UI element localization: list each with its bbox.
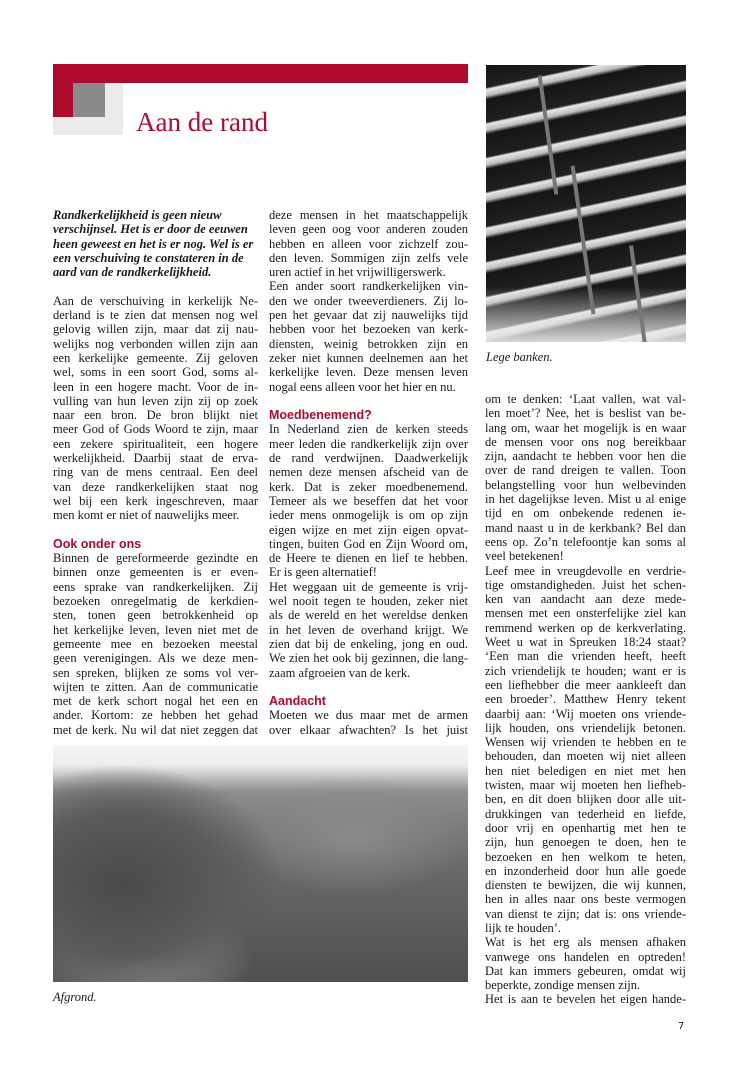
- text-line: eens op. Zo’n telefoontje kan soms al: [485, 534, 686, 549]
- text-line: len moet’? Nee, het is beslist van be-: [485, 406, 686, 421]
- header-grey-square: [73, 83, 105, 117]
- text-column-2: [269, 208, 468, 737]
- text-line: werkelijkheid. Daarbij staat de erva-: [53, 451, 258, 466]
- paragraph-spacer: [269, 394, 468, 408]
- paragraph: [485, 992, 686, 1006]
- cliff-landscape-photo: [53, 745, 468, 982]
- text-line: hebben en alleen voor zichzelf zou-: [269, 236, 468, 251]
- text-line: zich vriendelijk te houden; want er is: [485, 663, 686, 678]
- section-heading: [269, 408, 468, 422]
- text-line: Het weggaan uit de gemeente is vrij-: [269, 579, 468, 594]
- text-line: diensten te bewijzen, die wij kunnen,: [485, 878, 686, 893]
- text-line: wel, soms in een soort God, soms al-: [53, 365, 258, 380]
- text-line: meer leden die randkerkelijk zijn over: [269, 436, 468, 451]
- text-line: geen verenigingen. Als we deze men-: [53, 651, 258, 666]
- text-line: een verschuiving te constateren in de: [53, 250, 244, 265]
- paragraph: [269, 422, 468, 579]
- text-line: drukkingen van tederheid en liefde,: [485, 806, 686, 821]
- text-column-3: [485, 392, 686, 1007]
- pew-leg: [538, 75, 559, 194]
- text-line: nemen deze mensen afscheid van de: [269, 465, 468, 480]
- pew-leg: [571, 165, 596, 314]
- text-line: vulling van hun leven zijn zij op zoek: [53, 393, 258, 408]
- text-line: hebben voor het bezoeken van kerk-: [269, 322, 468, 337]
- text-line: eigen wijze en met zijn eigen opvat-: [269, 522, 468, 537]
- page-number: 7: [678, 1021, 685, 1032]
- text-line: lijk te houden’.: [485, 920, 562, 935]
- paragraph: [269, 580, 468, 680]
- heading-text: Moedbenemend?: [269, 408, 372, 423]
- photo-caption: Lege banken.: [486, 350, 553, 364]
- text-line: uren actief in het vrijwilligerswerk.: [269, 265, 446, 280]
- text-line: ring van de mens centraal. Een deel: [53, 465, 258, 480]
- text-line: wel nooit tegen te houden, zeker niet: [269, 594, 468, 609]
- text-line: tige omstandigheden. Juist het schen-: [485, 577, 686, 592]
- text-line: bezoeken onregelmatig de kerkdien-: [53, 594, 258, 609]
- text-line: een kerkelijke gemeente. Zij geloven: [53, 350, 258, 365]
- heading-text: Aandacht: [269, 694, 326, 709]
- intro-paragraph: [53, 208, 258, 279]
- text-line: eens sprake van randkerkelijken. Zij: [53, 579, 258, 594]
- text-line: gemeente mee en bezoeken meestal: [53, 636, 258, 651]
- text-line: hen in alles naar ons beste vermogen: [485, 892, 686, 907]
- text-line: veel betekenen!: [485, 549, 564, 564]
- text-line: Randkerkelijkheid is geen nieuw: [53, 208, 222, 222]
- text-line: Moeten we dus maar met de armen: [269, 708, 468, 723]
- text-line: hen niet beledigen en niet met hen: [485, 763, 686, 778]
- text-line: Aan de verschuiving in kerkelijk Ne-: [53, 293, 258, 308]
- paragraph: [485, 935, 686, 992]
- paragraph: [53, 294, 258, 523]
- text-line: nogal eens alleen voor het hier en nu.: [269, 379, 456, 394]
- section-heading: [269, 694, 468, 708]
- text-line: ‘Een man die vrienden heeft, heeft: [485, 649, 686, 664]
- paragraph: [485, 392, 686, 564]
- text-line: daarbij aan: ‘Wij moeten ons vriende-: [485, 706, 686, 721]
- text-line: meer God of Gods Woord te zijn, maar: [53, 422, 258, 437]
- text-line: wijten te zitten. Aan de communicatie: [53, 679, 258, 694]
- text-line: derland is te zien dat mensen nog wel: [53, 308, 258, 323]
- text-line: kerkelijke leven. Deze mensen leven: [269, 365, 468, 380]
- text-line: pen het gevaar dat zij nauwelijks tijd: [269, 308, 468, 323]
- text-column-1: [53, 208, 258, 737]
- pew-leg: [629, 245, 647, 342]
- text-line: in het dagelijkse leven. Mist u al enige: [485, 492, 686, 507]
- text-line: een liefhebber die meer aankleeft dan: [485, 677, 686, 692]
- text-line: verschijnsel. Het is er door de eeuwen: [53, 222, 248, 237]
- text-line: tijd en om onbekende redenen ie-: [485, 506, 686, 521]
- paragraph: [269, 708, 468, 737]
- text-line: bezoeken en hen welkom te heten,: [485, 849, 686, 864]
- text-line: door vrij en openhartig met hen te: [485, 820, 686, 835]
- text-line: Een ander soort randkerkelijken vin-: [269, 279, 468, 294]
- text-line: men komt er niet of nauwelijks meer.: [53, 508, 240, 523]
- text-line: lang om, waar het mogelijk is en waar: [485, 420, 686, 435]
- text-line: de rand verdwijnen. Daadwerkelijk: [269, 451, 468, 466]
- text-line: tingen, buiten God en Zijn Woord om,: [269, 536, 468, 551]
- text-line: Er is geen alternatief!: [269, 565, 377, 580]
- paragraph-spacer: [269, 680, 468, 694]
- paragraph: [485, 564, 686, 936]
- text-line: over elkaar afwachten? Is het juist: [269, 722, 468, 737]
- text-line: als de wereld en het wereldse denken: [269, 608, 468, 623]
- text-line: Binnen de gereformeerde gezindte en: [53, 551, 258, 566]
- text-line: den leven. Sommigen zijn zelfs vele: [269, 250, 468, 265]
- text-line: naar een bron. De bron blijkt niet: [53, 408, 258, 423]
- text-line: Leef mee in vreugdevolle en verdrie-: [485, 563, 686, 578]
- text-line: sten, tonen geen betrokkenheid op: [53, 608, 258, 623]
- text-line: twisten, maar wij moeten hen liefheb-: [485, 778, 686, 793]
- text-line: ander. Kortom: ze hebben het gehad: [53, 708, 258, 723]
- text-line: kerk. Dat is zeker moedbenemend.: [269, 479, 468, 494]
- text-line: ben, en dit doen blijken door alle uit-: [485, 792, 686, 807]
- text-line: diensten, weinig betrokken zijn en: [269, 336, 468, 351]
- text-line: zijn, aandacht te hebben voor hen die: [485, 449, 686, 464]
- text-line: heen geweest en het is er nog. Wel is er: [53, 236, 254, 251]
- text-line: de mensen voor ons nog bereikbaar: [485, 434, 686, 449]
- text-line: en inzonderheid door hun alle goede: [485, 863, 686, 878]
- text-line: Het is aan te bevelen het eigen hande-: [485, 992, 686, 1007]
- text-line: binnen onze gemeenten is er even-: [53, 565, 258, 580]
- text-line: een broeder’. Matthew Henry tekent: [485, 692, 686, 707]
- text-line: van deze randkerkelijken staat nog: [53, 479, 258, 494]
- empty-pews-photo: [486, 65, 686, 342]
- text-line: zijn, hun genoegen te doen, hen te: [485, 835, 686, 850]
- text-line: een zekere spiritualiteit, een hogere: [53, 436, 258, 451]
- text-line: In Nederland zien de kerken steeds: [269, 422, 468, 437]
- text-line: We zien het ook bij gezinnen, die lang-: [269, 651, 468, 666]
- paragraph-spacer: [53, 523, 258, 537]
- header-red-bar: [53, 64, 468, 83]
- text-line: leen in een hogere macht. Voor de in-: [53, 379, 258, 394]
- text-line: zaam afgroeien van de kerk.: [269, 665, 411, 680]
- paragraph: [53, 551, 258, 737]
- photo-caption: Afgrond.: [53, 990, 97, 1004]
- text-line: Wat is het erg als mensen afhaken: [485, 935, 686, 950]
- text-line: Weet u wat in Spreuken 18:24 staat?: [485, 635, 686, 650]
- text-line: Temeer als we beseffen dat het voor: [269, 493, 468, 508]
- text-line: in het leven de overhand krijgt. We: [269, 622, 468, 637]
- text-line: mand naast u in de kerkbank? Bel dan: [485, 520, 686, 535]
- text-line: welijks nog verbonden willen zijn aan: [53, 336, 258, 351]
- text-line: belangstelling voor hun welbevinden: [485, 477, 686, 492]
- paragraph: [269, 208, 468, 279]
- article-title: Aan de rand: [136, 107, 268, 137]
- text-line: mensen met een onsterfelijke ziel kan: [485, 606, 686, 621]
- text-line: aard van de randkerkelijkheid.: [53, 265, 212, 280]
- text-line: beperkte, zondige mensen zijn.: [485, 978, 641, 993]
- section-heading: [53, 537, 258, 551]
- text-line: over de rand dreigen te vallen. Toon: [485, 463, 686, 478]
- text-line: Dat kan immers gebeuren, omdat wij: [485, 963, 686, 978]
- text-line: ieder mens onmogelijk is om op zijn: [269, 508, 468, 523]
- paragraph-spacer: [53, 279, 258, 293]
- text-line: sen spreken, blijken ze soms vol ver-: [53, 665, 258, 680]
- text-line: remmend werken op de kerkverlating.: [485, 620, 686, 635]
- text-line: zien dat bij de enkeling, jong en oud.: [269, 636, 468, 651]
- text-line: leven geen oog voor anderen zouden: [269, 222, 468, 237]
- header-red-corner: [53, 83, 73, 117]
- text-line: lijk houden, ons vriendelijk betonen.: [485, 720, 686, 735]
- text-line: het kerkelijke leven, leven niet met de: [53, 622, 258, 637]
- text-line: van dienst te zijn; dat is: ons vriende-: [485, 906, 686, 921]
- text-line: de Heere te dienen en lief te hebben.: [269, 551, 468, 566]
- paragraph: [269, 279, 468, 393]
- text-line: zeker niet kunnen deelnemen aan het: [269, 350, 468, 365]
- text-line: met de kerk schort nogal het een en: [53, 694, 258, 709]
- text-line: ken van aandacht aan deze mede-: [485, 592, 686, 607]
- text-line: deze mensen in het maatschappelijk: [269, 208, 468, 222]
- text-line: om te denken: ‘Laat vallen, wat val-: [485, 392, 686, 406]
- text-line: wel bij een kerk ingeschreven, maar: [53, 493, 258, 508]
- text-line: behouden, dan moeten wij niet alleen: [485, 749, 686, 764]
- text-line: den we onder tweeverdieners. Zij lo-: [269, 293, 468, 308]
- text-line: Wensen wij vrienden te hebben en te: [485, 735, 686, 750]
- heading-text: Ook onder ons: [53, 536, 142, 551]
- text-line: gelovig willen zijn, maar dat zij nau-: [53, 322, 258, 337]
- text-line: vanwege ons handelen en optreden!: [485, 949, 686, 964]
- text-line: met de kerk. Nu wil dat niet zeggen dat: [53, 722, 258, 737]
